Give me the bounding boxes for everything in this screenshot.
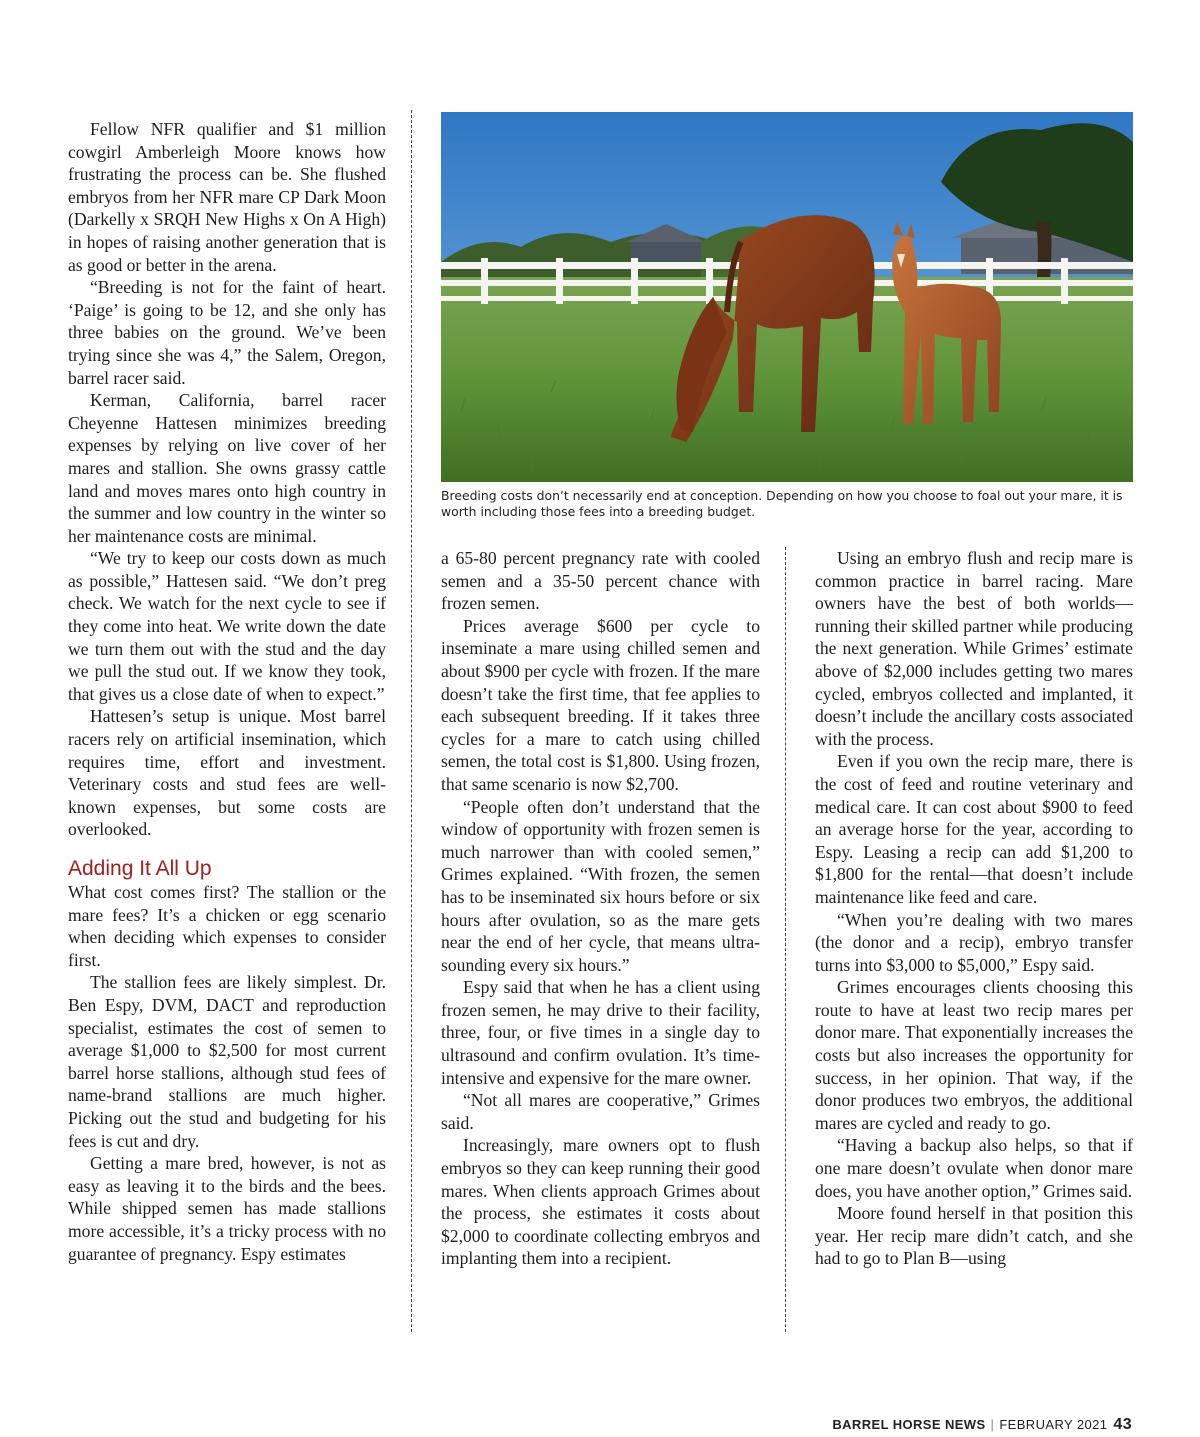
- section-subhead: Adding It All Up: [68, 857, 212, 880]
- paragraph: Increasingly, mare owners opt to flush embryos so they can keep running their good mares. When clients approach Grimes about the process, she estimates it costs about $2,000 to coordinate collecting embryos and implanting them into a recipient.: [441, 1135, 760, 1269]
- footer-separator: |: [990, 1417, 995, 1432]
- magazine-name: BARREL HORSE NEWS: [832, 1417, 986, 1432]
- article-column-left: [68, 118, 386, 1265]
- paragraph: “Not all mares are cooperative,” Grimes said.: [441, 1090, 760, 1133]
- paragraph: The stallion fees are likely simplest. Dr. Ben Espy, DVM, DACT and reproduction specialist, estimates the cost of semen to average $1,000 to $2,500 for most current barrel horse stallions, although stud fees of name-brand stallions are much higher. Picking out the stud and budgeting for his fees is cut and dry.: [68, 972, 386, 1151]
- page-number: 43: [1113, 1416, 1132, 1433]
- paragraph: “Having a backup also helps, so that if one mare doesn’t ovulate when donor mare does, you have another option,” Grimes said.: [815, 1135, 1133, 1201]
- column-divider: [785, 547, 786, 1332]
- article-column-middle: [441, 547, 760, 1270]
- paragraph: Kerman, California, barrel racer Cheyenne Hattesen minimizes breeding expenses by relying on live cover of her mares and stallion. She owns grassy cattle land and moves mares onto high country in the summer and low country in the winter so her maintenance costs are minimal.: [68, 390, 386, 546]
- paragraph: Prices average $600 per cycle to inseminate a mare using chilled semen and about $900 per cycle with frozen. If the mare doesn’t take the first time, that fee applies to each subsequent breeding. If it takes three cycles for a mare to catch using chilled semen, the total cost is $1,800. Using frozen, that same scenario is now $2,700.: [441, 615, 760, 794]
- horse-photo: [441, 112, 1133, 482]
- column-divider: [411, 110, 412, 1332]
- paragraph: “People often don’t understand that the window of opportunity with frozen semen is much narrower than with cooled semen,” Grimes explained. “With frozen, the semen has to be inseminated six hours before or six hours after ovulation, so as the mare gets near the end of her cycle, that means ultra-sounding every six hours.”: [441, 796, 760, 975]
- issue-date: FEBRUARY 2021: [999, 1417, 1108, 1432]
- page-footer: [832, 1416, 1132, 1434]
- mare-and-foal-illustration: [441, 112, 1133, 482]
- paragraph: Espy said that when he has a client using frozen semen, he may drive to their facility, three, four, or five times in a single day to ultrasound and confirm ovulation. It’s time-intensive and expensive for the mare owner.: [441, 977, 760, 1088]
- paragraph: Using an embryo flush and recip mare is common practice in barrel racing. Mare owners have the best of both worlds—running their skilled partner while producing the next generation. While Grimes’ estimate above of $2,000 includes getting two mares cycled, embryos collected and implanted, it doesn’t include the ancillary costs associated with the process.: [815, 548, 1133, 749]
- paragraph: Hattesen’s setup is unique. Most barrel racers rely on artificial insemination, which requires time, effort and investment. Veterinary costs and stud fees are well-known expenses, but some costs are overlooked.: [68, 706, 386, 840]
- paragraph: “We try to keep our costs down as much as possible,” Hattesen said. “We don’t preg check. We watch for the next cycle to see if they come into heat. We write down the date we turn them out with the stud and the day we pull the stud out. If we know they took, that gives us a close date of when to expect.”: [68, 548, 386, 704]
- paragraph: Fellow NFR qualifier and $1 million cowgirl Amberleigh Moore knows how frustrating the process can be. She flushed embryos from her NFR mare CP Dark Moon (Darkelly x SRQH New Highs x On A High) in hopes of raising another generation that is as good or better in the arena.: [68, 119, 386, 275]
- paragraph: Moore found herself in that position this year. Her recip mare didn’t catch, and she had to go to Plan B—using: [815, 1203, 1133, 1269]
- paragraph: What cost comes first? The stallion or the mare fees? It’s a chicken or egg scenario when deciding which expenses to consider first.: [68, 882, 386, 970]
- paragraph: a 65-80 percent pregnancy rate with cooled semen and a 35-50 percent chance with frozen semen.: [441, 548, 760, 614]
- paragraph: Getting a mare bred, however, is not as easy as leaving it to the birds and the bees. While shipped semen has made stallions more accessible, it’s a tricky process with no guarantee of pregnancy. Espy estimates: [68, 1153, 386, 1264]
- paragraph: Even if you own the recip mare, there is the cost of feed and routine veterinary and medical care. It can cost about $900 to feed an average horse for the year, according to Espy. Leasing a recip can add $1,200 to $1,800 for the rental—that doesn’t include maintenance like feed and care.: [815, 751, 1133, 907]
- article-column-right: [815, 547, 1133, 1270]
- photo-caption: Breeding costs don’t necessarily end at conception. Depending on how you choose to foal out your mare, it is worth including those fees into a breeding budget.: [441, 488, 1123, 519]
- paragraph: “When you’re dealing with two mares (the donor and a recip), embryo transfer turns into $3,000 to $5,000,” Espy said.: [815, 909, 1133, 975]
- paragraph: “Breeding is not for the faint of heart. ‘Paige’ is going to be 12, and she only has three babies on the ground. We’ve been trying since she was 4,” the Salem, Oregon, barrel racer said.: [68, 277, 386, 388]
- paragraph: Grimes encourages clients choosing this route to have at least two recip mares per donor mare. That exponentially increases the costs but also increases the opportunity for success, in her opinion. That way, if the donor produces two embryos, the additional mares are cycled and ready to go.: [815, 977, 1133, 1133]
